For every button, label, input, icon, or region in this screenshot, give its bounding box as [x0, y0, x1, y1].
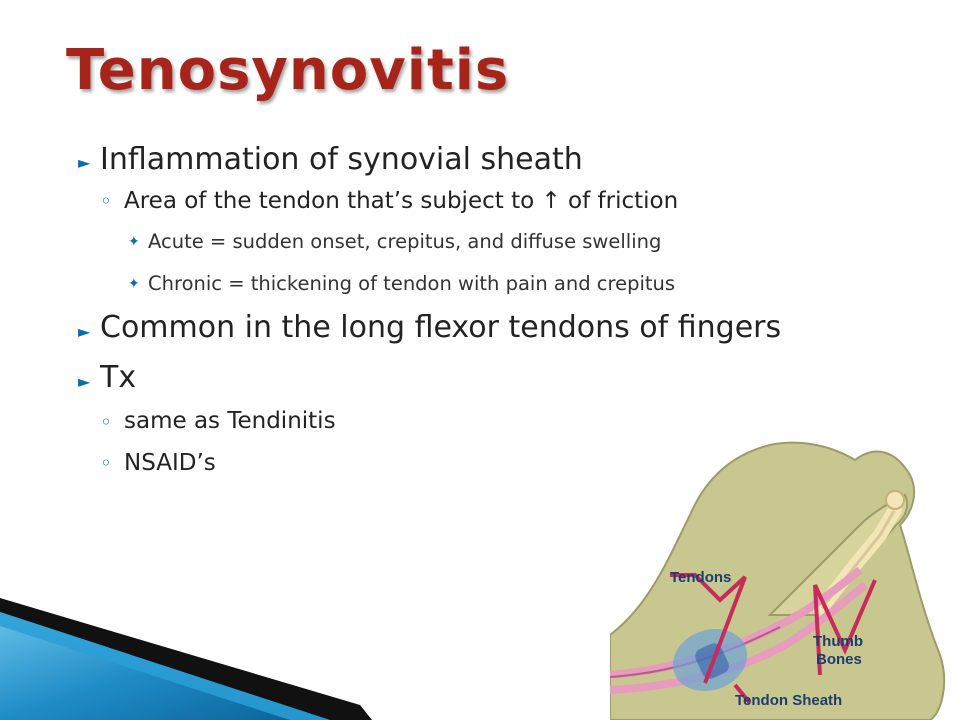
bullet-l1-text: Common in the long flexor tendons of fingers [100, 310, 782, 345]
bullet-l2-text: NSAID’s [124, 450, 216, 476]
bullet-circle-icon: ◦ [100, 189, 112, 213]
bullet-arrow-icon: ► [78, 322, 91, 341]
bullet-circle-icon: ◦ [100, 451, 112, 475]
bullet-l2-text: Area of the tendon that’s subject to ↑ of friction [124, 188, 679, 214]
label-bones: Bones [816, 651, 862, 668]
hand-tendon-illustration [610, 405, 960, 720]
bullet-arrow-icon: ► [78, 153, 91, 172]
bullet-arrow-icon: ► [78, 372, 91, 391]
label-tendons: Tendons [670, 569, 732, 586]
bullet-l3-text: Acute = sudden onset, crepitus, and diffuse swelling [148, 230, 662, 253]
bullet-l3-text: Chronic = thickening of tendon with pain and crepitus [148, 272, 676, 295]
bullet-l2-text: same as Tendinitis [124, 408, 336, 434]
label-tendon-sheath: Tendon Sheath [735, 692, 843, 709]
slide-title: Tenosynovitis [66, 38, 510, 103]
bullet-star-icon: ✦ [128, 276, 140, 292]
bullet-l1-text: Tx [100, 360, 137, 395]
bullet-l1-text: Inflammation of synovial sheath [100, 142, 583, 177]
label-thumb: Thumb [813, 633, 863, 650]
thumb-tip-bone [886, 491, 904, 509]
bullet-star-icon: ✦ [128, 234, 140, 250]
bullet-circle-icon: ◦ [100, 410, 112, 434]
